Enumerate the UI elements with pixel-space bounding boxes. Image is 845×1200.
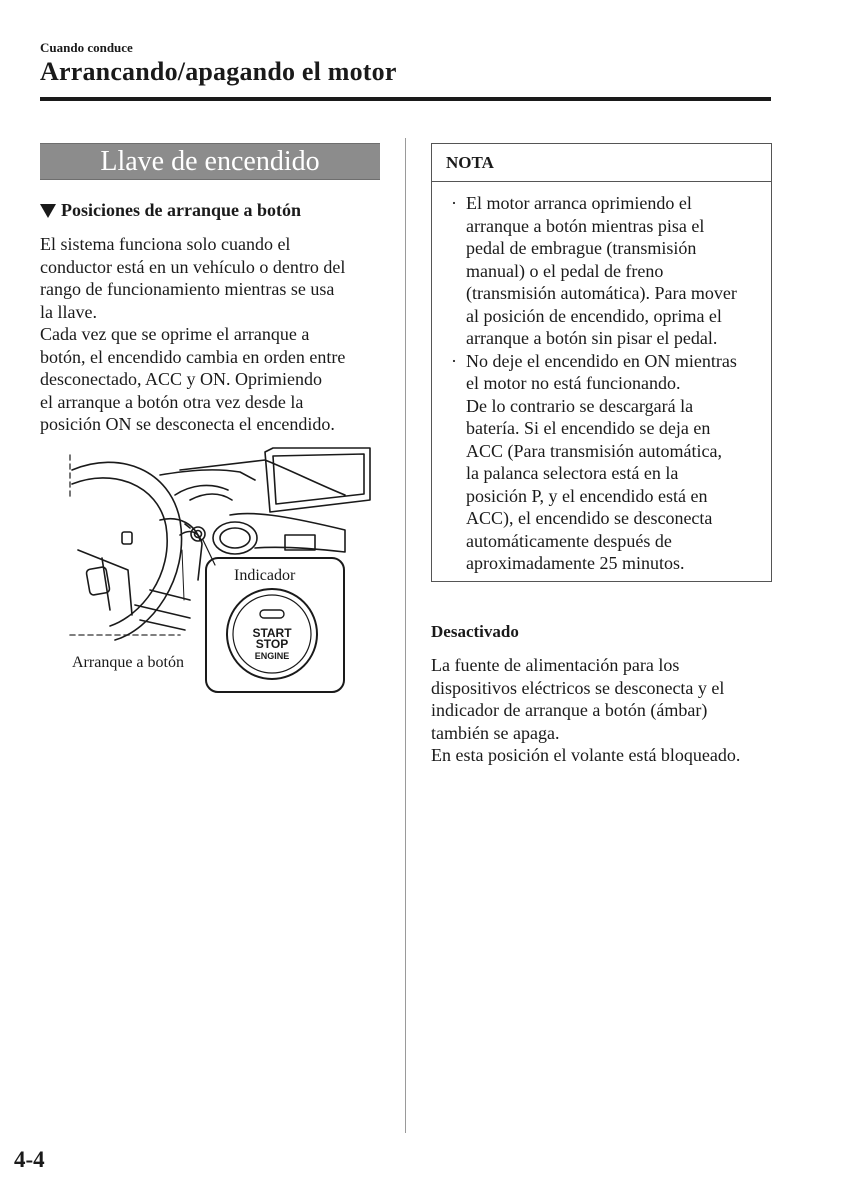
subheading-text: Posiciones de arranque a botón — [61, 200, 302, 220]
paragraph-line: también se apaga. — [431, 722, 560, 743]
paragraph-line: el arranque a botón otra vez desde la — [40, 391, 304, 412]
note-bullet — [448, 350, 768, 575]
triangle-down-icon — [40, 204, 56, 218]
paragraph-line: botón, el encendido cambia en orden entre — [40, 346, 346, 367]
subheading-deactivated: Desactivado — [431, 622, 519, 641]
bullet-dot-icon: · — [451, 193, 457, 213]
paragraph-line: El sistema funciona solo cuando el — [40, 234, 291, 254]
note-line: No deje el encendido en ON mientras — [466, 350, 737, 371]
note-line: ACC (Para transmisión automática, — [466, 440, 722, 461]
button-text-start: START — [252, 626, 292, 640]
button-text-stop: STOP — [255, 637, 289, 651]
note-line: automáticamente después de — [466, 530, 672, 551]
paragraph-line: la llave. — [40, 301, 97, 322]
paragraph-system — [40, 233, 385, 436]
note-line: pedal de embrague (transmisión — [466, 238, 697, 258]
bullet-dot-icon: · — [451, 350, 457, 371]
note-line: ACC), el encendido se desconecta — [466, 508, 713, 528]
label-push-button: Arranque a botón — [72, 654, 184, 671]
note-line: (transmisión automática). Para mover — [466, 283, 737, 303]
button-text-engine: ENGINE — [254, 651, 290, 661]
note-bullet — [448, 192, 768, 350]
note-line: arranque a botón sin pisar el pedal. — [466, 328, 718, 348]
note-line: aproximadamente 25 minutos. — [466, 553, 685, 573]
column-divider — [405, 138, 406, 1133]
note-line: El motor arranca oprimiendo el — [466, 193, 692, 213]
note-box — [431, 143, 772, 582]
note-line: manual) o el pedal de freno — [466, 260, 664, 281]
paragraph-line: indicador de arranque a botón (ámbar) — [431, 700, 708, 720]
note-line: la palanca selectora está en la — [466, 463, 679, 483]
title-divider — [40, 97, 771, 101]
note-line: De lo contrario se descargará la — [466, 395, 694, 416]
page-number: 4-4 — [14, 1147, 45, 1172]
subheading-push-button — [40, 200, 301, 221]
note-line: posición P, y el encendido está en — [466, 485, 708, 506]
paragraph-line: La fuente de alimentación para los — [431, 655, 680, 675]
label-indicator: Indicador — [234, 567, 296, 584]
paragraph-line: rango de funcionamiento mientras se usa — [40, 279, 335, 299]
note-line: el motor no está funcionando. — [466, 373, 681, 393]
note-title: NOTA — [446, 153, 494, 172]
paragraph-line: En esta posición el volante está bloqueado. — [431, 745, 741, 765]
paragraph-line: posición ON se desconecta el encendido. — [40, 414, 335, 434]
paragraph-line: Cada vez que se oprime el arranque a — [40, 324, 310, 344]
note-list — [448, 192, 768, 575]
page-title: Arrancando/apagando el motor — [40, 57, 397, 86]
chapter-label: Cuando conduce — [40, 40, 133, 55]
section-title: Llave de encendido — [100, 145, 320, 177]
paragraph-line: dispositivos eléctricos se desconecta y el — [431, 677, 725, 698]
paragraph-deactivated — [431, 654, 776, 767]
section-title-box — [40, 143, 380, 180]
paragraph-line: conductor está en un vehículo o dentro del — [40, 256, 346, 277]
note-line: batería. Si el encendido se deja en — [466, 418, 711, 438]
note-line: arranque a botón mientras pisa el — [466, 215, 705, 236]
note-header — [432, 144, 771, 182]
paragraph-line: desconectado, ACC y ON. Oprimiendo — [40, 369, 322, 389]
note-line: al posición de encendido, oprima el — [466, 305, 722, 326]
